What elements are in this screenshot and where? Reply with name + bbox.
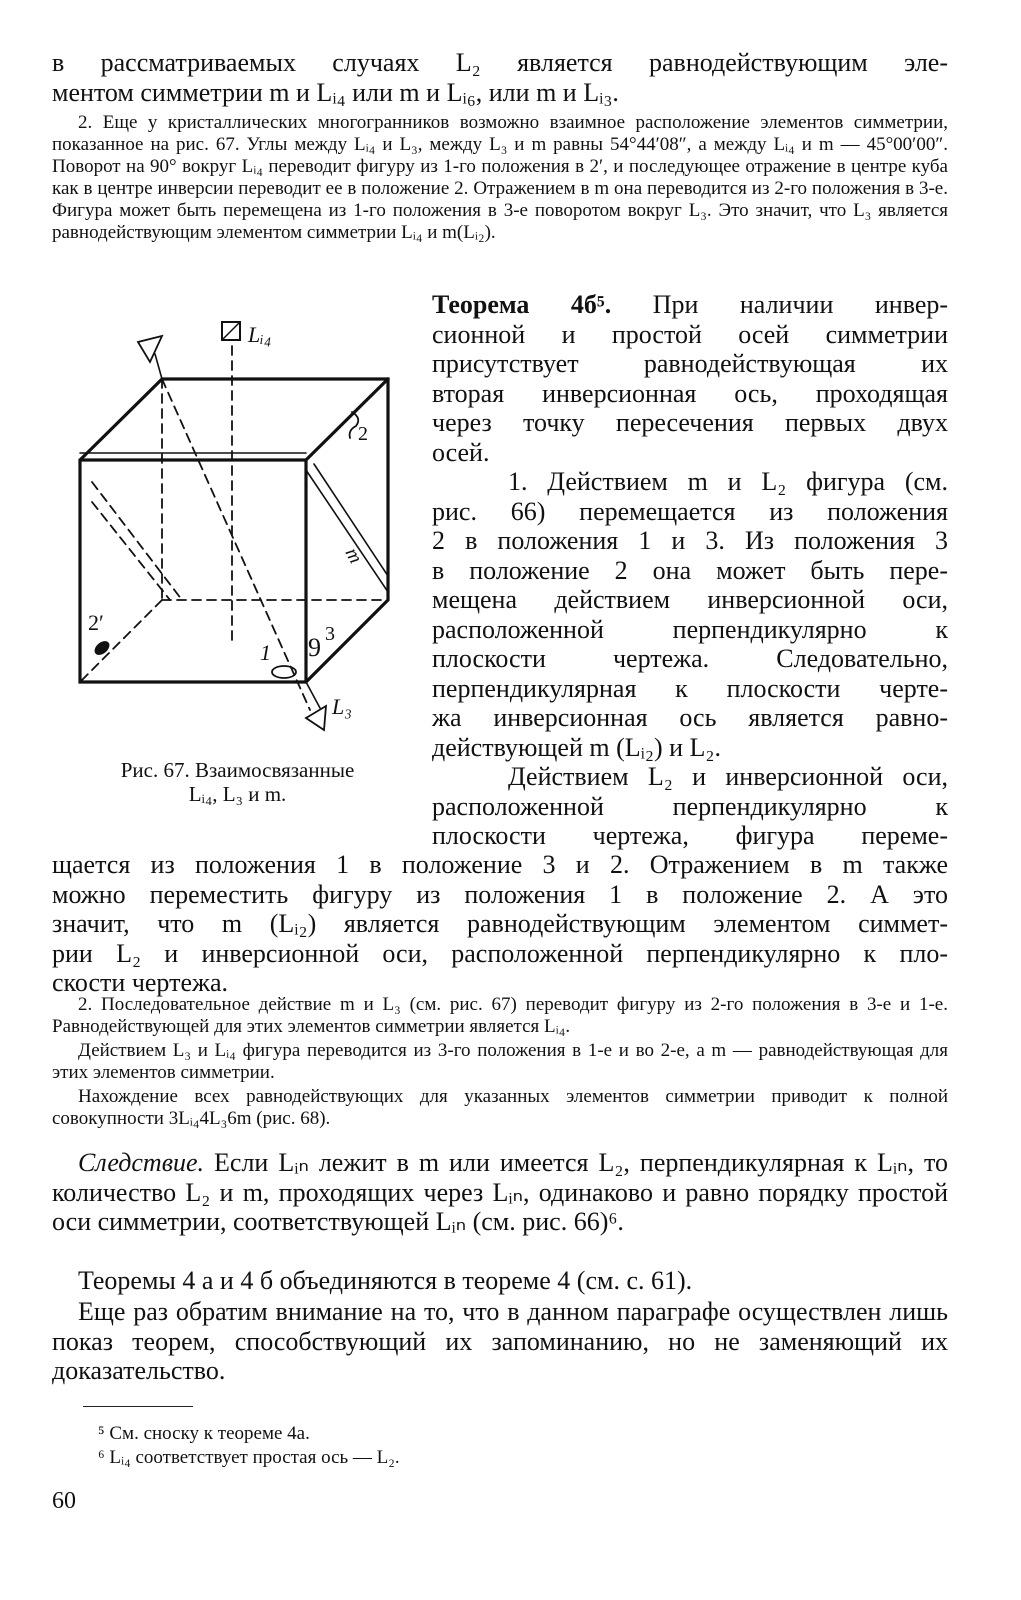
action-paragraph-full [52, 850, 948, 998]
mirror-plane-edge [306, 470, 388, 592]
text-line: осей. [432, 437, 490, 467]
label-l3: L₃ [332, 694, 352, 719]
cube-figure [70, 312, 410, 742]
text-line: скости чертежа. [52, 968, 228, 997]
text-line: расположенной перпендикулярно к [432, 791, 948, 821]
corollary-paragraph: Следствие. Если Lᵢₙ лежит в m или имеется L₂, перпендикулярная к Lᵢₙ, то количество L₂ и m, проходящих через Lᵢₙ, одинаково и равно порядку простой оси симметрии, соответствующей Lᵢₙ (см. рис. 66)⁶. [52, 1148, 948, 1236]
label-2: 2 [358, 423, 368, 445]
text-line: через точку пересечения первых двух [432, 408, 948, 437]
footnotes [98, 1422, 798, 1470]
page-number: 60 [52, 1488, 76, 1514]
text-line: в рассматриваемых случаях L₂ является равнодействующим эле- [52, 48, 948, 77]
text-line: плоскости чертежа, фигура переме- [432, 821, 948, 850]
theorem-block [432, 290, 948, 467]
action-paragraph-column [432, 762, 948, 851]
label-li4: Lᵢ₄ [248, 322, 272, 347]
text-line: Теорема 4б⁵. При наличии инвер- [432, 290, 949, 319]
figure-caption: Рис. 67. Взаимосвязанные Lᵢ₄, L₃ и m. [120, 758, 355, 806]
paragraph-small: Нахождение всех равнодействующих для указанных элементов симметрии приводит к полной совокупности 3Lᵢ₄4L₃6m (рис. 68). [52, 1086, 948, 1129]
paragraph-small: Действием L₃ и Lᵢ₄ фигура переводится из 3-го положения в 1-е и во 2-е, а m — равнодействующая для этих элементов симметрии. [52, 1040, 948, 1083]
text-line: щается из положения 1 в положение 3 и 2. Отражением в m также [52, 850, 948, 879]
label-9: 9 [308, 633, 321, 662]
label-2prime: 2′ [88, 610, 104, 635]
theorem-label: Теорема 4б⁵. [432, 290, 612, 319]
label-1: 1 [260, 640, 271, 665]
item-1-block [432, 467, 948, 762]
corollary-label: Следствие. [78, 1148, 205, 1177]
paragraph-small: 2. Последовательное действие m и L₃ (см. рис. 67) переводит фигуру из 2-го положения в 3-е и 1-е. Равнодействующей для этих элементов симметрии является Lᵢ₄. [52, 994, 948, 1037]
text-line: перпендикулярная к плоскости черте- [432, 673, 948, 703]
footnote: ⁶ Lᵢ₄ соответствует простая ось — L₂. [98, 1447, 400, 1468]
intro-paragraph [52, 48, 948, 107]
axis-stub [155, 354, 162, 379]
text-line: можно переместить фигуру из положения 1 в положение 2. А это [52, 879, 948, 909]
footnote: ⁵ См. сноску к теореме 4а. [98, 1423, 310, 1444]
diagonal-line [92, 482, 182, 600]
text-line: 2 в положения 1 и 3. Из положения 3 [432, 526, 948, 555]
triangle-icon [138, 336, 162, 362]
text-line: ментом симметрии m и Lᵢ₄ или m и Lᵢ₆, или m и Lᵢ₃. [52, 77, 619, 107]
footnote-divider [83, 1406, 193, 1407]
text-line: значит, что m (Lᵢ₂) является равнодействующим элементом симмет- [52, 909, 948, 938]
diagonal-line [92, 502, 170, 600]
text-line: Действием L₂ и инверсионной оси, [508, 762, 948, 791]
cube-edge [306, 379, 388, 460]
text-line: мещена действием инверсионной оси, [432, 585, 948, 614]
text-line: в положение 2 она может быть пере- [432, 555, 948, 585]
l3-axis [162, 379, 310, 710]
text-line: расположенной перпендикулярно к [432, 614, 948, 644]
paragraph-small-2: 2. Еще у кристаллических многогранников возможно взаимное расположение элементов симметрии, показанное на рис. 67. Углы между Lᵢ₄ и L₃, между L₃ и m равны 54°44′08″, а между Lᵢ₄ и m — 45°00′00″. Поворот на 90° вокруг Lᵢ₄ переводит фигуру из 1-го положения в 2′, и последующее отражение в центре куба как в центре инверсии переводит ее в положение 2. Отражением в m она переводится из 2-го положения в 3-е. Фигура может быть перемещена из 1-го положения в 3-е поворотом вокруг L₃. Это значит, что L₃ является равнодействующим элементом симметрии Lᵢ₄ и m(Lᵢ₂). [52, 112, 948, 243]
text-line: рии L₂ и инверсионной оси, расположенной перпендикулярно к пло- [52, 938, 948, 968]
text-line: сионной и простой осей симметрии [432, 319, 948, 349]
text-line: присутствует равнодействующая их [432, 349, 948, 378]
text-line: вторая инверсионная ось, проходящая [432, 378, 948, 408]
text-line: действующей m (Lᵢ₂) и L₂. [432, 732, 721, 762]
theorems-joined: Теоремы 4 а и 4 б объединяются в теореме 4 (см. с. 61). [78, 1266, 693, 1295]
text-line: плоскости чертежа. Следовательно, [432, 644, 948, 673]
text-line: 1. Действием m и L₂ фигура (см. [508, 467, 948, 496]
label-3: 3 [325, 623, 335, 645]
label-m: m [340, 544, 367, 568]
final-paragraph: Еще раз обратим внимание на то, что в данном параграфе осуществлен лишь показ теорем, способствующий их запоминанию, но не заменяющий их доказательство. [52, 1297, 948, 1385]
small-paragraphs [52, 994, 948, 1130]
text-line: жа инверсионная ось является равно- [432, 703, 948, 732]
axis-stub [306, 682, 320, 708]
text-line: рис. 66) перемещается из положения [432, 496, 948, 526]
